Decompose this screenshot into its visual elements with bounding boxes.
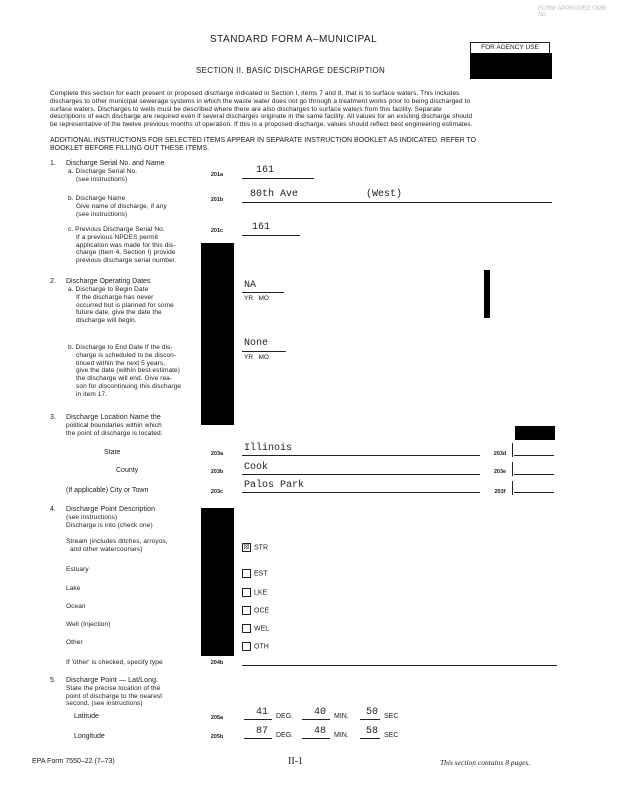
estuary-label: Estuary bbox=[66, 566, 89, 573]
label-line: c. Previous Discharge Serial No. bbox=[68, 226, 165, 233]
option-str-label: STR bbox=[254, 544, 268, 552]
item5-number: 5. bbox=[50, 677, 56, 684]
label-line: a. Discharge Serial No. bbox=[68, 168, 138, 175]
option-str[interactable] bbox=[242, 539, 268, 557]
intro-line: Complete this section for each present or proposed discharge indicated in Section I, items 7 and 8, that is to surface waters. This includes bbox=[50, 90, 460, 97]
page-number: II-1 bbox=[288, 756, 303, 767]
item1-number: 1. bbox=[50, 160, 56, 167]
latitude-label: Latitude bbox=[74, 713, 99, 720]
redaction-column-mid bbox=[201, 508, 234, 656]
deg-label: DEG. bbox=[276, 713, 294, 720]
state-input[interactable]: Illinois bbox=[244, 443, 293, 454]
item1c-label bbox=[68, 226, 177, 265]
label-line: If the discharge has never bbox=[76, 293, 154, 301]
label-line: previous discharge serial number. bbox=[76, 257, 177, 265]
label-line: future date, give the date the bbox=[76, 309, 162, 317]
code-201b: 201b bbox=[210, 197, 224, 203]
label-line: (see instructions) bbox=[76, 175, 128, 183]
option-est-label: EST bbox=[254, 570, 268, 578]
long-min-input[interactable]: 48 bbox=[314, 726, 327, 737]
label-line: charge (Item 4, Section I) provide bbox=[76, 249, 176, 257]
label-line: give the date (within best estimate) bbox=[76, 367, 181, 375]
code-203a: 203a bbox=[210, 451, 224, 457]
label-line: discharge will begin. bbox=[76, 317, 137, 325]
option-est[interactable] bbox=[242, 565, 268, 583]
option-oce-label: OCE bbox=[254, 607, 270, 615]
label-line: son for discontinuing this discharge bbox=[76, 382, 182, 390]
intro-line: be representative of the twelve previous months of operation. If this is a proposed discharge, values should reflect best engineering estimates. bbox=[50, 121, 473, 129]
code-203e: 203e bbox=[493, 469, 507, 475]
other-type-field[interactable] bbox=[242, 665, 557, 666]
section-page-note: This section contains 8 pages. bbox=[440, 758, 531, 767]
lat-sec-input[interactable]: 50 bbox=[366, 707, 379, 718]
label-line: State the precise location of the bbox=[66, 684, 161, 692]
label-line: and other watercourses) bbox=[70, 545, 143, 553]
lat-deg-input[interactable]: 41 bbox=[256, 707, 269, 718]
discharge-name-input[interactable]: 80th Ave bbox=[250, 189, 299, 200]
label-line: Discharge Point — Lat/Long. bbox=[66, 677, 159, 684]
item2-number: 2. bbox=[50, 278, 56, 285]
city-label: (If applicable) City or Town bbox=[66, 487, 149, 494]
checked-box-icon[interactable]: ☒ bbox=[243, 544, 250, 552]
redaction-column-top bbox=[201, 243, 234, 425]
label-line: Stream (includes ditches, arroyos, bbox=[66, 538, 168, 545]
county-input[interactable]: Cook bbox=[244, 462, 269, 473]
form-number: EPA Form 7550–22 (7–73) bbox=[32, 758, 115, 765]
ocean-label: Ocean bbox=[66, 603, 86, 610]
code-203f: 203f bbox=[494, 489, 506, 495]
code-205a: 205a bbox=[210, 715, 224, 721]
redaction-side-bar bbox=[484, 270, 490, 318]
county-label: County bbox=[116, 467, 139, 474]
checkbox-icon[interactable] bbox=[242, 642, 251, 651]
code-201c: 201c bbox=[210, 228, 224, 234]
min-label: MIN. bbox=[334, 732, 349, 739]
code-204b: 204b bbox=[210, 660, 224, 666]
label-line: If a previous NPDES permit bbox=[76, 233, 159, 241]
label-line: b. Discharge to End Date If the dis- bbox=[68, 344, 173, 351]
begin-date-sublabel: YR MO bbox=[244, 295, 269, 302]
end-date-sublabel: YR MO bbox=[244, 354, 269, 361]
item4-heading bbox=[66, 506, 155, 529]
label-line: Discharge Point Description bbox=[66, 506, 156, 513]
well-label: Well (Injection) bbox=[66, 621, 111, 628]
label-line: (see instructions) bbox=[66, 513, 118, 521]
other-specify-label: If 'other' is checked, specify type bbox=[66, 659, 163, 666]
form-title: STANDARD FORM A–MUNICIPAL bbox=[210, 34, 378, 45]
label-line: political boundaries within which bbox=[66, 421, 162, 429]
label-line: Discharge Location Name the bbox=[66, 414, 161, 421]
stamp-text: FORM APPROVED OMB No. bbox=[538, 6, 606, 18]
item2a-label bbox=[68, 286, 174, 325]
item4-number: 4. bbox=[50, 506, 56, 513]
discharge-serial-input[interactable]: 161 bbox=[256, 165, 275, 176]
item3-heading bbox=[66, 414, 163, 437]
label-line: application was made for this dis- bbox=[76, 241, 176, 249]
item1a-label bbox=[68, 168, 137, 184]
other-label: Other bbox=[66, 639, 83, 646]
intro-line: surface waters. Discharges to wells must be described where there are also discharges to surface waters from this facility. Separate bbox=[50, 105, 442, 113]
checkbox-icon[interactable] bbox=[242, 624, 251, 633]
additional-instructions bbox=[50, 137, 595, 154]
code-203c: 203c bbox=[210, 489, 224, 495]
lat-min-input[interactable]: 40 bbox=[314, 707, 327, 718]
city-input[interactable]: Palos Park bbox=[244, 480, 305, 491]
redaction-block bbox=[470, 53, 552, 79]
label-line: point of discharge to the nearest bbox=[66, 692, 163, 700]
discharge-name-extra: (West) bbox=[366, 189, 403, 200]
long-sec-input[interactable]: 58 bbox=[366, 726, 379, 737]
label-line: second. (see instructions) bbox=[66, 700, 143, 708]
sec-label: SEC bbox=[384, 732, 399, 739]
previous-serial-input[interactable]: 161 bbox=[252, 222, 271, 233]
label-line: (see instructions) bbox=[76, 210, 128, 218]
deg-label: DEG. bbox=[276, 732, 294, 739]
section-heading: SECTION II. BASIC DISCHARGE DESCRIPTION bbox=[196, 66, 386, 75]
long-deg-input[interactable]: 87 bbox=[256, 726, 269, 737]
label-line: a. Discharge to Begin Date bbox=[68, 286, 149, 293]
option-wel-label: WEL bbox=[254, 625, 270, 633]
label-line: Discharge is into (check one) bbox=[66, 521, 153, 529]
begin-date-input[interactable]: NA bbox=[244, 280, 257, 291]
agency-use-box: FOR AGENCY USE bbox=[470, 42, 550, 54]
longitude-label: Longitude bbox=[74, 733, 105, 740]
state-label: State bbox=[104, 449, 121, 456]
intro-paragraph bbox=[50, 90, 590, 129]
lake-label: Lake bbox=[66, 585, 81, 592]
option-lke-label: LKE bbox=[254, 589, 268, 597]
label-line: charge is scheduled to be discon- bbox=[76, 351, 177, 359]
item5-heading bbox=[66, 677, 162, 708]
item2b-label bbox=[68, 344, 181, 399]
sec-label: SEC bbox=[384, 713, 399, 720]
option-oth-label: OTH bbox=[254, 643, 269, 651]
item1-heading: Discharge Serial No. and Name bbox=[66, 160, 165, 167]
label-line: Give name of discharge, if any bbox=[76, 202, 167, 210]
intro-line: discharges to other municipal sewerage systems in which the waste water does not go through a treatment works prior to being discharged to bbox=[50, 97, 471, 105]
checkbox-icon[interactable] bbox=[242, 606, 251, 615]
item2-heading: Discharge Operating Dates bbox=[66, 278, 151, 285]
label-line: b. Discharge Name bbox=[68, 195, 126, 202]
label-line: occurred but is planned for some bbox=[76, 301, 174, 309]
additional-line-2: BOOKLET BEFORE FILLING OUT THESE ITEMS. bbox=[50, 145, 210, 153]
min-label: MIN. bbox=[334, 713, 349, 720]
label-line: the discharge will end. Give rea- bbox=[76, 375, 173, 383]
label-line: in item 17. bbox=[76, 390, 108, 398]
intro-line: descriptions of each discharge are required even if several discharges originate in the same facility. All values for an existing discharge should bbox=[50, 113, 473, 121]
code-205b: 205b bbox=[210, 734, 224, 740]
redaction-side-box bbox=[515, 426, 555, 440]
checkbox-icon[interactable] bbox=[242, 588, 251, 597]
label-line: tinued within the next 5 years, bbox=[76, 359, 166, 367]
stream-label bbox=[66, 538, 168, 554]
code-203d: 203d bbox=[493, 451, 507, 457]
end-date-input[interactable]: None bbox=[244, 338, 269, 349]
option-oce[interactable] bbox=[242, 602, 269, 620]
additional-line-1: ADDITIONAL INSTRUCTIONS FOR SELECTED ITEMS APPEAR IN SEPARATE INSTRUCTION BOOKLET AS INDICATED. REFER TO bbox=[50, 137, 477, 144]
code-201a: 201a bbox=[210, 172, 224, 178]
label-line: the point of discharge is located: bbox=[66, 429, 163, 437]
option-wel[interactable] bbox=[242, 620, 269, 638]
code-203b: 203b bbox=[210, 469, 224, 475]
item3-number: 3. bbox=[50, 414, 56, 421]
option-lke[interactable] bbox=[242, 584, 267, 602]
checkbox-icon[interactable] bbox=[242, 569, 251, 578]
option-oth[interactable] bbox=[242, 638, 269, 656]
item1b-label bbox=[68, 195, 167, 218]
